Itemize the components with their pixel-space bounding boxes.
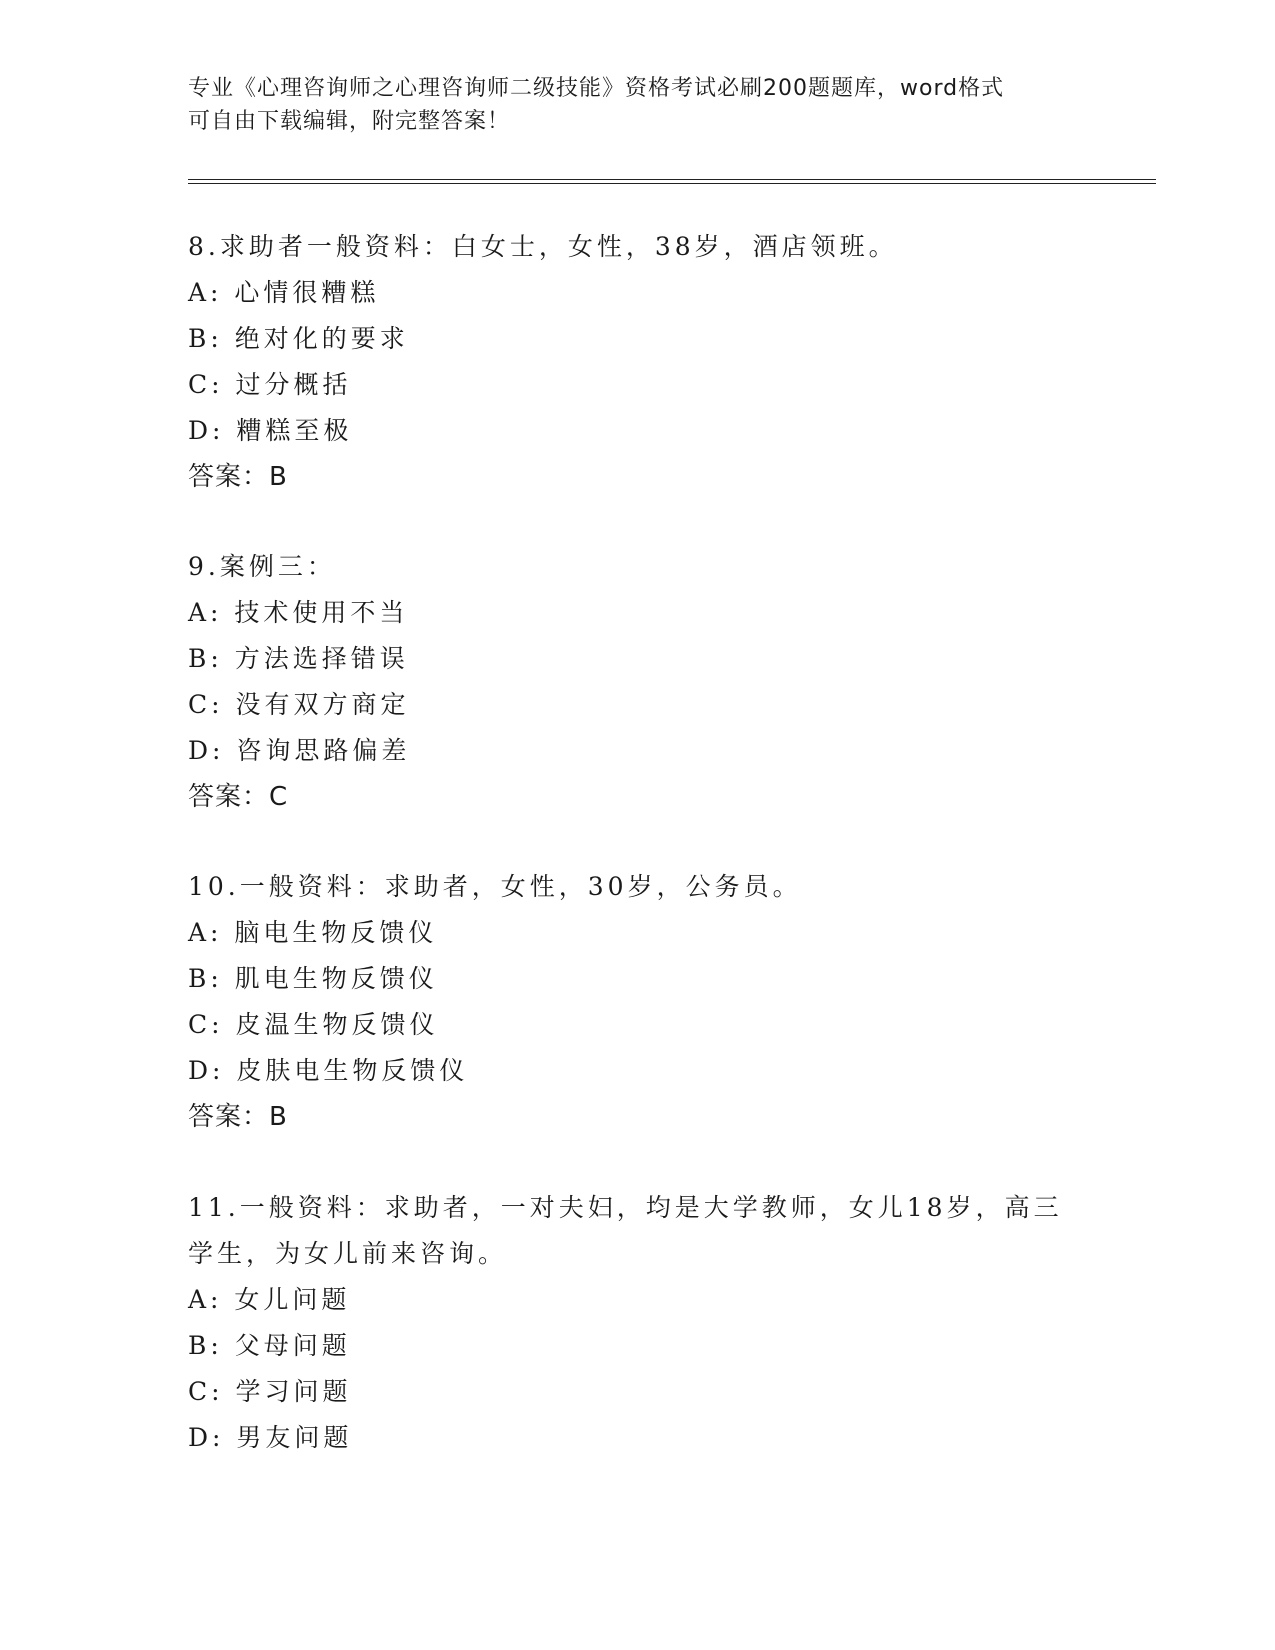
option-b: B: 绝对化的要求 xyxy=(188,324,409,353)
option-b: B: 肌电生物反馈仪 xyxy=(188,964,438,993)
question-11 xyxy=(188,1185,1088,1461)
question-stem: 10.一般资料：求助者，女性，30岁，公务员。 xyxy=(188,872,802,901)
header-line-1: 专业《心理咨询师之心理咨询师二级技能》资格考试必刷200题题库，word格式 xyxy=(188,76,1005,101)
option-d: D: 咨询思路偏差 xyxy=(188,736,411,765)
answer-line: 答案：B xyxy=(188,462,288,492)
option-c: C: 没有双方商定 xyxy=(188,690,410,719)
question-stem: 8.求助者一般资料：白女士，女性，38岁，酒店领班。 xyxy=(188,232,898,261)
question-9 xyxy=(188,544,1088,820)
option-a: A: 女儿问题 xyxy=(188,1285,351,1314)
question-8 xyxy=(188,224,1088,500)
answer-line: 答案：C xyxy=(188,782,289,812)
option-d: D: 糟糕至极 xyxy=(188,416,353,445)
option-d: D: 皮肤电生物反馈仪 xyxy=(188,1056,469,1085)
option-c: C: 皮温生物反馈仪 xyxy=(188,1010,439,1039)
question-stem: 9.案例三： xyxy=(188,552,336,581)
option-b: B: 父母问题 xyxy=(188,1331,351,1360)
question-stem-continued: 学生，为女儿前来咨询。 xyxy=(188,1239,508,1268)
question-10 xyxy=(188,864,1088,1140)
option-c: C: 过分概括 xyxy=(188,370,352,399)
question-stem: 11.一般资料：求助者，一对夫妇，均是大学教师，女儿18岁，高三 xyxy=(188,1193,1063,1222)
header-line-2: 可自由下载编辑，附完整答案！ xyxy=(188,109,511,134)
option-b: B: 方法选择错误 xyxy=(188,644,409,673)
option-a: A: 心情很糟糕 xyxy=(188,278,380,307)
option-c: C: 学习问题 xyxy=(188,1377,352,1406)
option-a: A: 技术使用不当 xyxy=(188,598,409,627)
answer-line: 答案：B xyxy=(188,1102,288,1132)
option-a: A: 脑电生物反馈仪 xyxy=(188,918,438,947)
document-header xyxy=(188,72,1088,138)
option-d: D: 男友问题 xyxy=(188,1423,353,1452)
header-double-rule xyxy=(188,179,1156,184)
